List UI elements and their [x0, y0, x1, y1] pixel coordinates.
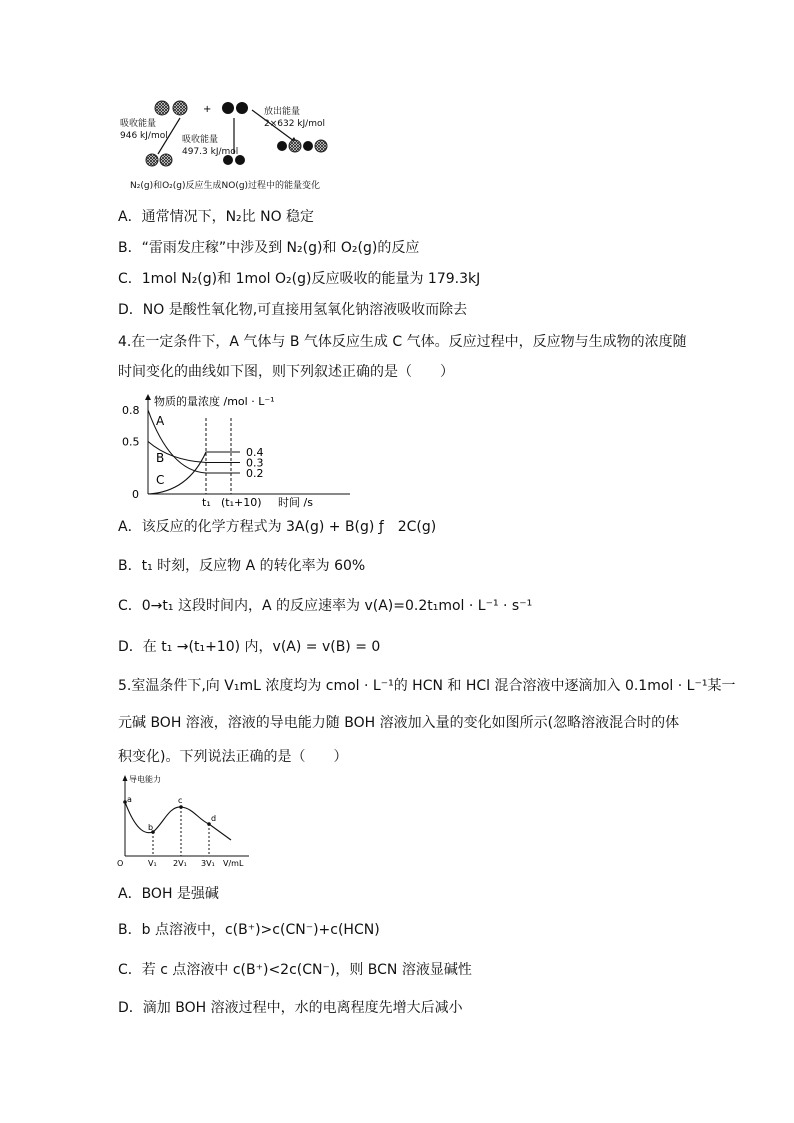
y-axis-arrow: [123, 775, 128, 781]
y-axis-label: 导电能力: [129, 775, 161, 784]
q4-stem-line2: 时间变化的曲线如下图，则下列叙述正确的是（ ）: [118, 364, 454, 380]
q4-option-d: D．在 t₁ →(t₁+10) 内，v(A) = v(B) = 0: [118, 639, 381, 655]
end-value-label: 0.4: [246, 446, 264, 459]
n-atom: [160, 154, 172, 166]
series-label-a: A: [156, 414, 165, 428]
q3-option-a: A．通常情况下，N₂比 NO 稳定: [118, 209, 315, 225]
q3-option-b: B．“雷雨发庄稼”中涉及到 N₂(g)和 O₂(g)的反应: [118, 240, 420, 256]
y-axis-arrow: [145, 394, 151, 400]
q4-option-c: C．0→t₁ 这段时间内，A 的反应速率为 v(A)=0.2t₁mol · L⁻¹ · s⁻¹: [118, 598, 533, 614]
x-axis-label: 时间 /s: [278, 496, 313, 509]
concentration-chart-svg: [118, 392, 358, 510]
absorb-value-2: 497.3 kJ/mol: [182, 147, 239, 157]
y-tick-label: 0: [132, 488, 139, 501]
n-atom: [289, 140, 301, 152]
x-tick-label: t₁: [202, 496, 211, 509]
q5-stem-line1: 5.室温条件下,向 V₁mL 浓度均为 cmol · L⁻¹的 HCN 和 HCl 混合溶液中逐滴加入 0.1mol · L⁻¹某一: [118, 678, 736, 694]
n-atom: [315, 140, 327, 152]
series-label-b: B: [156, 451, 165, 465]
o-atom: [277, 141, 287, 151]
o-atom: [236, 102, 248, 114]
point-c: [179, 805, 183, 809]
figure-caption: N₂(g)和O₂(g)反应生成NO(g)过程中的能量变化: [130, 181, 321, 191]
n-atom: [173, 101, 187, 115]
o-atom: [303, 141, 313, 151]
y-tick-label: 0.5: [122, 435, 140, 449]
y-axis-label: 物质的量浓度 /mol · L⁻¹: [154, 395, 275, 408]
absorb-label-2: 吸收能量: [182, 135, 219, 145]
q4-stem-line1: 4.在一定条件下，A 气体与 B 气体反应生成 C 气体。反应过程中，反应物与生成物的浓度随: [118, 334, 687, 350]
q3-option-c: C．1mol N₂(g)和 1mol O₂(g)反应吸收的能量为 179.3kJ: [118, 271, 481, 287]
x-tick-label: (t₁+10): [221, 496, 262, 509]
series-label-c: C: [156, 473, 165, 487]
q5-option-d: D．滴加 BOH 溶液过程中，水的电离程度先增大后减小: [118, 1000, 463, 1016]
q5-option-c: C．若 c 点溶液中 c(B⁺)<2c(CN⁻)，则 BCN 溶液显碱性: [118, 962, 472, 978]
energy-diagram: [120, 98, 350, 194]
q5-stem-line2: 元碱 BOH 溶液，溶液的导电能力随 BOH 溶液加入量的变化如图所示(忽略溶液混合时的体: [118, 715, 680, 731]
y-tick-label: 0.8: [122, 404, 140, 417]
release-value: 2×632 kJ/mol: [264, 119, 325, 129]
n-atom: [155, 101, 169, 115]
x-tick-label: 3V₁: [201, 859, 215, 868]
end-value-label: 0.3: [246, 456, 264, 470]
q5-stem-line3: 积变化)。下列说法正确的是（ ）: [118, 749, 348, 765]
conductivity-chart: [115, 772, 255, 872]
q4-option-a: A．该反应的化学方程式为 3A(g) + B(g) ƒ 2C(g): [118, 519, 437, 535]
x-tick-label: 2V₁: [173, 859, 187, 868]
point-label-b: b: [148, 823, 154, 832]
concentration-chart: [118, 392, 358, 510]
absorb-label-1: 吸收能量: [120, 119, 157, 129]
n-atom: [146, 154, 158, 166]
end-value-label: 0.2: [246, 467, 264, 480]
absorb-value-1: 946 kJ/mol: [120, 131, 168, 141]
o-atom: [222, 102, 234, 114]
q5-option-a: A．BOH 是强碱: [118, 886, 219, 902]
q3-option-d: D．NO 是酸性氧化物,可直接用氢氧化钠溶液吸收而除去: [118, 302, 468, 318]
q5-option-b: B．b 点溶液中，c(B⁺)>c(CN⁻)+c(HCN): [118, 922, 380, 938]
point-label-a: a: [127, 795, 132, 804]
release-label: 放出能量: [264, 107, 301, 117]
plus-sign: +: [203, 104, 212, 115]
origin-label: O: [117, 859, 124, 868]
point-label-c: c: [178, 796, 183, 805]
x-axis-label: V/mL: [223, 859, 244, 868]
conductivity-chart-svg: [115, 772, 255, 872]
q4-option-b: B．t₁ 时刻，反应物 A 的转化率为 60%: [118, 558, 366, 574]
point-label-d: d: [211, 814, 217, 823]
x-tick-label: V₁: [148, 859, 157, 868]
